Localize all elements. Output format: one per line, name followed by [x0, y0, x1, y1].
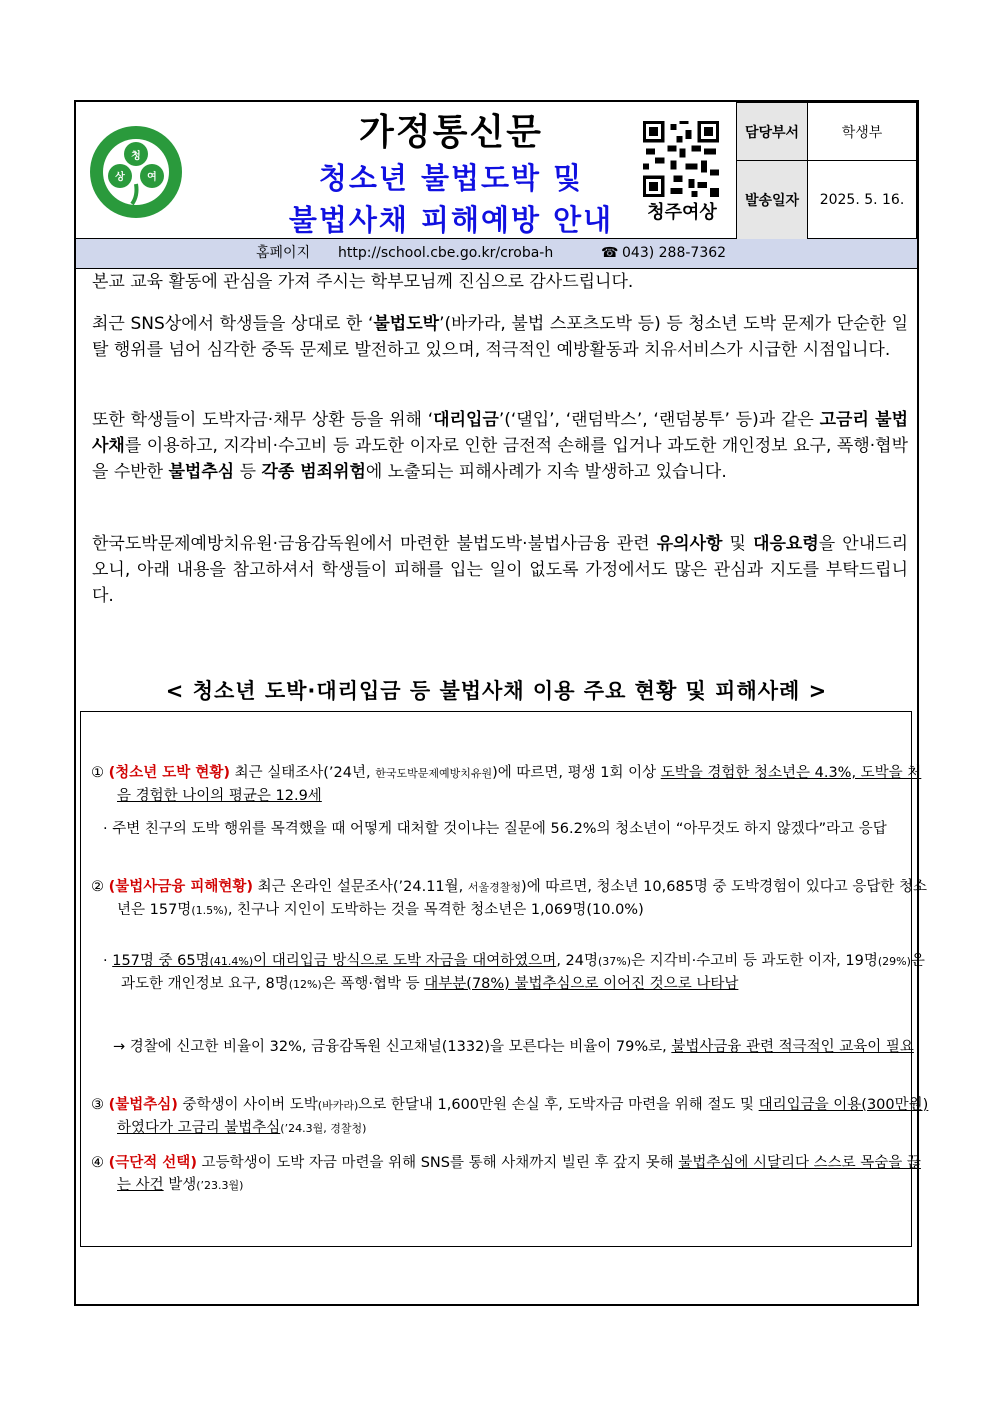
date-label: 발송일자 — [737, 161, 808, 240]
underlined-text: 이 대리입금 방식으로 도박 자금을 대여하였으며 — [253, 953, 557, 969]
text: 에 노출되는 피해사례가 지속 발생하고 있습니다. — [365, 462, 727, 482]
text: 중학생이 사이버 도박 — [177, 1097, 318, 1113]
dept-label: 담당부서 — [737, 103, 808, 161]
percent: (1.5%) — [191, 904, 228, 917]
bold-text: 각종 범죄위험 — [261, 462, 366, 482]
info-table — [736, 102, 917, 240]
case-item-3 — [91, 1094, 929, 1140]
text: 은 과도한 개인정보 요구, 8명 — [121, 953, 925, 992]
text: ’(바카라, 불법 스포츠도박 등) 등 청소년 도박 문제가 단순한 일탈 행위를 넘어 심각한 중독 문제로 발전하고 있으며, 적극적인 예방활동과 치유서비스가 시급한 시점입니다. — [92, 314, 908, 360]
homepage-link[interactable]: http://school.cbe.go.kr/croba-h — [338, 245, 554, 261]
page-title: 가정통신문 — [359, 112, 543, 153]
item-tag: (청소년 도박 현황) — [108, 765, 231, 781]
logo-char-1: 청 — [131, 151, 141, 162]
bold-text: 불법도박 — [373, 314, 440, 334]
item-tag: (불법추심) — [108, 1097, 178, 1113]
qr-label: 청주여상 — [647, 202, 717, 223]
logo-char-2: 상 — [115, 172, 125, 183]
case-item-2-conclusion — [91, 1036, 945, 1058]
underlined-text: 대부분(78%) 불법추심으로 이어진 것으로 나타남 — [424, 976, 739, 992]
paragraph-request — [92, 531, 908, 609]
paragraph-loans — [92, 407, 908, 485]
text: , 24명 — [556, 953, 598, 969]
case-item-1-detail: · 주변 친구의 도박 행위를 목격했을 때 어떻게 대처할 것이냐는 질문에 56.2%의 청소년이 “아무것도 하지 않겠다”라고 응답 — [103, 821, 887, 837]
text: )에 따르면, 평생 1회 이상 — [492, 765, 661, 781]
text: ’(‘댈입’, ‘랜덤박스’, ‘랜덤봉투’ 등)과 같은 — [498, 410, 820, 430]
text: 은 폭행·협박 등 — [321, 976, 425, 992]
cases-box — [80, 711, 929, 1247]
text: 또한 학생들이 도박자금·채무 상환 등을 위해 ‘ — [92, 410, 434, 430]
section-title: < 청소년 도박·대리입금 등 불법사채 이용 주요 현황 및 피해사례 > — [165, 679, 828, 703]
underlined-text: 대리입금을 이용(300만원)하였다가 고금리 불법추심 — [117, 1097, 929, 1136]
text: 최근 실태조사(’24년, — [230, 765, 376, 781]
homepage-label: 홈페이지 — [256, 245, 311, 261]
source: 한국도박문제예방치유원 — [375, 767, 493, 780]
percent: (37%) — [598, 955, 632, 968]
logo-char-3: 여 — [147, 172, 157, 183]
case-item-1 — [91, 762, 929, 807]
bold-text: 유의사항 — [656, 534, 723, 554]
source: (바카라) — [317, 1099, 359, 1112]
percent: (12%) — [288, 978, 322, 991]
source: 서울경찰청 — [467, 881, 522, 894]
bold-text: 불법추심 — [168, 462, 235, 482]
text: , 친구나 지인이 도박하는 것을 목격한 청소년은 1,069명(10.0%) — [227, 902, 644, 918]
item-tag: (극단적 선택) — [108, 1155, 197, 1171]
homepage-bar — [76, 239, 917, 269]
dept-value: 학생부 — [808, 103, 917, 161]
item-number: ① — [91, 765, 104, 781]
item-tag: (불법사금융 피해현황) — [108, 879, 253, 895]
item-number: ③ — [91, 1097, 104, 1113]
percent: (41.4%) — [209, 955, 254, 968]
text: 를 이용하고, 지각비·수고비 등 과도한 이자로 인한 금전적 손해를 입거나 과도한 개인정보 요구, 폭행·협박을 수반한 — [92, 436, 908, 482]
paragraph-gambling — [92, 311, 908, 363]
phone-icon: ☎ — [601, 245, 619, 261]
source: (’23.3월) — [196, 1179, 244, 1192]
case-item-2-detail — [91, 950, 933, 996]
bullet: · — [103, 953, 113, 969]
percent: (29%) — [877, 955, 911, 968]
paragraph-greeting: 본교 교육 활동에 관심을 가져 주시는 학부모님께 진심으로 감사드립니다. — [92, 272, 634, 292]
text: 최근 온라인 설문조사(’24.11월, — [252, 879, 468, 895]
underlined-text: 불법사금융 관련 적극적인 교육이 필요 — [671, 1039, 914, 1055]
underlined-text: 157명 중 65명 — [112, 953, 210, 969]
text: 및 — [722, 534, 754, 554]
item-number: ④ — [91, 1155, 104, 1171]
text: )에 따르면, 청소년 10,685명 중 도박경험이 있다고 응답한 청소년은 157명 — [117, 879, 928, 918]
school-logo-icon — [88, 124, 184, 220]
phone-number: 043) 288-7362 — [622, 245, 727, 261]
text: 고등학생이 도박 자금 마련을 위해 SNS를 통해 사채까지 빌린 후 갚지 못해 — [196, 1155, 679, 1171]
case-item-2 — [91, 876, 929, 922]
subtitle-line-2: 불법사채 피해예방 안내 — [288, 203, 614, 237]
item-number: ② — [91, 879, 104, 895]
subtitle-line-1: 청소년 불법도박 및 — [318, 161, 584, 195]
case-item-4 — [91, 1152, 929, 1197]
text: 한국도박문제예방치유원·금융감독원에서 마련한 불법도박·불법사금융 관련 — [92, 534, 657, 554]
bold-text: 대리입금 — [433, 410, 499, 430]
text: 으로 한달내 1,600만원 손실 후, 도박자금 마련을 위해 절도 및 — [358, 1097, 759, 1113]
date-value: 2025. 5. 16. — [808, 161, 917, 240]
text: 최근 SNS상에서 학생들을 상대로 한 ‘ — [92, 314, 374, 334]
text: → 경찰에 신고한 비율이 32%, 금융감독원 신고채널(1332)을 모른다는 비율이 79%로, — [113, 1039, 672, 1055]
notice-frame — [74, 100, 929, 1306]
text: 등 — [234, 462, 262, 482]
text: 을 안내드리오니, 아래 내용을 참고하셔서 학생들이 피해를 입는 일이 없도록 가정에서도 많은 관심과 지도를 부탁드립니다. — [92, 534, 908, 606]
header — [76, 102, 917, 239]
qr-code-icon — [643, 121, 719, 197]
source: (’24.3월, 경찰청) — [280, 1122, 367, 1135]
text: 은 지각비·수고비 등 과도한 이자, 19명 — [631, 953, 878, 969]
bold-text: 대응요령 — [753, 534, 819, 554]
bold-text: 고금리 불법사채 — [92, 410, 909, 456]
text: 발생 — [163, 1177, 197, 1193]
underlined-text: 불법추심에 시달리다 스스로 목숨을 끊는 사건 — [117, 1155, 921, 1193]
underlined-text: 도박을 경험한 청소년은 4.3%, 도박을 처음 경험한 나이의 평균은 12.9세 — [117, 765, 922, 804]
